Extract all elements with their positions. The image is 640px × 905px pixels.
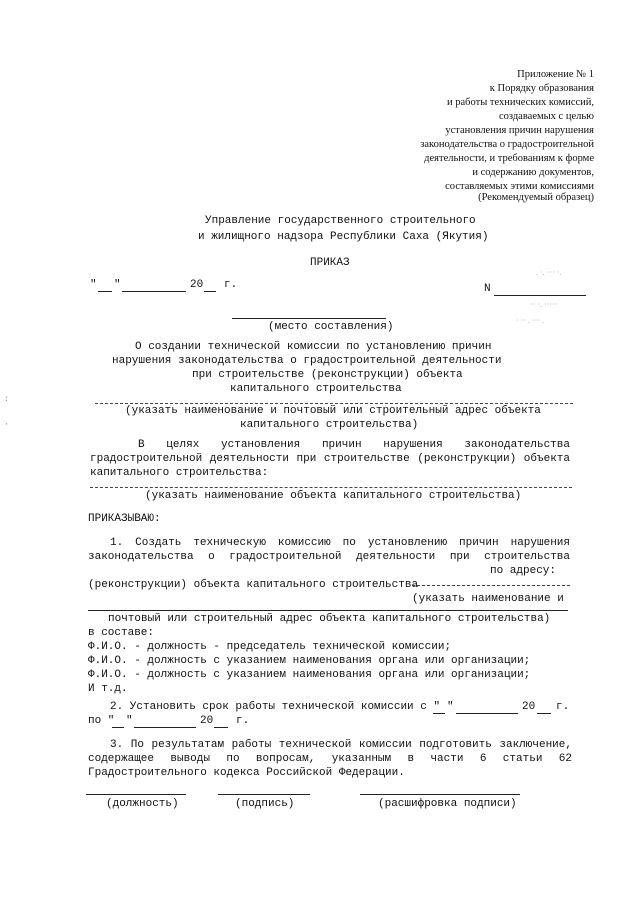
- member-line: И т.д.: [88, 683, 128, 695]
- signature-sign-caption: (подпись): [235, 798, 295, 810]
- preamble-line-3: капитального строительства:: [90, 467, 269, 479]
- item2-day-blank: [433, 713, 445, 714]
- date-year-prefix: 20: [190, 279, 204, 291]
- item1-address-blank: [412, 585, 570, 586]
- number-sign: N: [484, 283, 491, 295]
- signature-sign-blank: [218, 794, 310, 795]
- appendix-line: составляемых этими комиссиями: [445, 181, 594, 192]
- item2-month-blank: [456, 713, 518, 714]
- subject-line-2: нарушения законодательства о градостроительной деятельности: [112, 355, 502, 367]
- item3-line-1: 3. По результатам работы технической комиссии подготовить заключение,: [110, 739, 572, 751]
- appendix-line: создаваемых с целью: [498, 111, 594, 122]
- subject-line-1: О создании технической комиссии по установлению причин: [135, 341, 492, 353]
- item1-line-3: (реконструкции) объекта капитального строительства: [88, 579, 419, 591]
- item3-line-3: Градостроительного кодекса Российской Федерации.: [88, 767, 405, 779]
- place-blank: [232, 318, 386, 319]
- object-caption-2: капитального строительства): [240, 419, 419, 431]
- member-line: Ф.И.О. - должность с указанием наименования органа или организации;: [88, 669, 531, 681]
- preamble-line-1: В целях установления причин нарушения законодательства: [138, 439, 570, 451]
- member-line: Ф.И.О. - должность - председатель технической комиссии;: [88, 641, 452, 653]
- appendix-line: и работы технических комиссий,: [447, 97, 594, 108]
- date-month-blank: [122, 291, 186, 292]
- date-quote-close: ": [114, 279, 121, 291]
- recommended-sample-label: (Рекомендуемый образец): [478, 192, 594, 203]
- signature-decoding-blank: [360, 794, 520, 795]
- item1-line-1: 1. Создать техническую комиссию по установлению причин нарушения: [110, 537, 570, 549]
- preamble-line-2: градостроительной деятельности при строительстве (реконструкции) объекта: [90, 453, 570, 465]
- faded-stamp-mark: · ·· . ··· .: [516, 316, 544, 325]
- date-year-blank: [204, 291, 216, 292]
- appendix-line: Приложение № 1: [517, 69, 594, 80]
- item2-text: 2. Установить срок работы технической комиссии с ": [110, 701, 441, 713]
- faded-stamp-mark: . ·. ··· ·.: [536, 268, 562, 277]
- appendix-line: законодательства о градостроительной: [420, 139, 594, 150]
- item1-by-address: по адресу:: [490, 565, 557, 577]
- item2-end-day-blank: [112, 727, 124, 728]
- place-caption: (место составления): [268, 321, 394, 333]
- appendix-line: к Порядку образования: [489, 83, 594, 94]
- item2-end-year-prefix: 20: [200, 715, 214, 727]
- item2-line2-prefix: по ": [88, 715, 115, 727]
- subject-line-3: при строительстве (реконструкции) объекта: [192, 369, 463, 381]
- appendix-block: [364, 68, 594, 194]
- item2-close-quote: ": [447, 701, 454, 713]
- object-caption-1: (указать наименование и почтовый или строительный адрес объекта: [125, 405, 541, 417]
- scan-margin-mark: :: [4, 395, 9, 404]
- item3-line-2: содержащее выводы по вопросам, указанным в части 6 статьи 62: [88, 753, 572, 765]
- item1-caption-right: (указать наименование и: [412, 593, 564, 605]
- member-line: Ф.И.О. - должность с указанием наименования органа или организации;: [88, 655, 531, 667]
- item2-end-year-suffix: г.: [236, 715, 250, 727]
- appendix-line: установления причин нарушения: [445, 125, 594, 136]
- signature-decoding-caption: (расшифровка подписи): [378, 798, 517, 810]
- date-quote-open: ": [90, 279, 97, 291]
- authority-line-2: и жилищного надзора Республики Саха (Якутия): [198, 231, 489, 243]
- scan-margin-mark: ·: [4, 420, 9, 429]
- order-title: ПРИКАЗ: [310, 257, 350, 269]
- faded-stamp-mark: ·· ·. ·····: [530, 300, 558, 309]
- object-name-caption: (указать наименование объекта капитального строительства): [145, 490, 522, 502]
- signature-position-caption: (должность): [106, 798, 179, 810]
- item1-caption-continued: почтовый или строительный адрес объекта капитального строительства): [108, 613, 551, 625]
- item2-end-month-blank: [134, 727, 196, 728]
- item1-line-2: законодательства о градостроительной деятельности при строительства: [88, 551, 570, 563]
- number-blank: [494, 295, 586, 296]
- date-day-blank: [98, 291, 112, 292]
- signature-position-blank: [86, 794, 186, 795]
- item1-address-blank-2: [88, 610, 568, 611]
- order-word: ПРИКАЗЫВАЮ:: [88, 513, 161, 525]
- appendix-line: деятельности, и требованиям к форме: [424, 153, 594, 164]
- item2-year-suffix: г.: [556, 701, 570, 713]
- item2-line2-quote: ": [126, 715, 133, 727]
- item2-year-prefix: 20: [522, 701, 536, 713]
- appendix-line: и содержанию документов,: [472, 167, 594, 178]
- item2-end-year-blank: [214, 727, 228, 728]
- date-year-suffix: г.: [224, 279, 238, 291]
- authority-line-1: Управление государственного строительного: [205, 215, 476, 227]
- object-name-blank: [90, 487, 572, 488]
- subject-line-4: капитального строительства: [230, 383, 402, 395]
- item1-composition: в составе:: [88, 627, 155, 639]
- item2-year-blank: [537, 713, 551, 714]
